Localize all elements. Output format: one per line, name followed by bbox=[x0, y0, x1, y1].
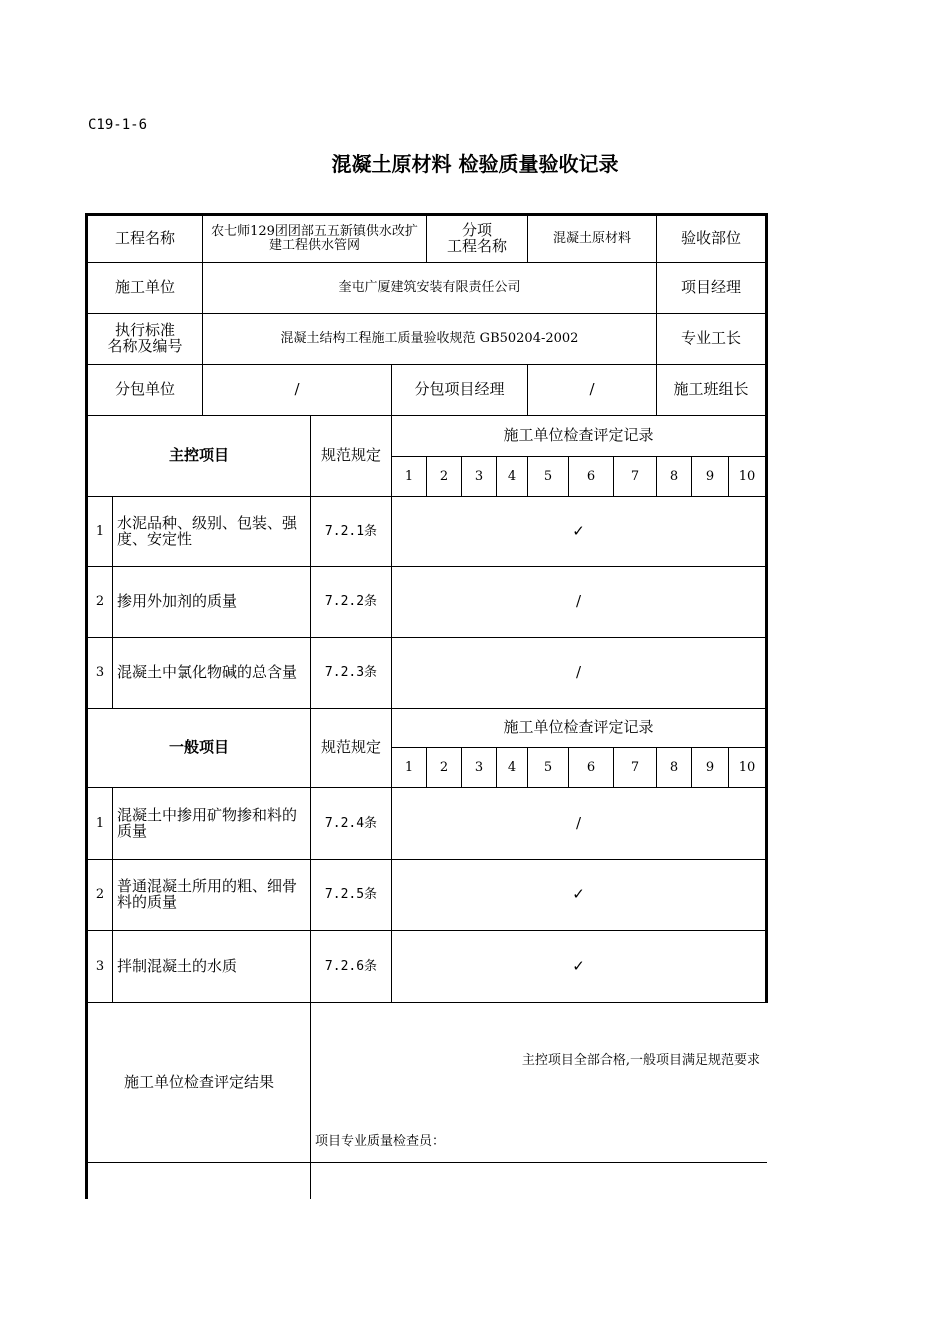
general-row-2-spec: 7.2.5条 bbox=[324, 887, 378, 903]
main-row-3-spec: 7.2.3条 bbox=[324, 665, 378, 681]
general-col-6: 6 bbox=[586, 759, 596, 775]
general-col-7: 7 bbox=[630, 759, 640, 775]
general-row-1-result: / bbox=[575, 813, 582, 832]
general-row-2-item: 普通混凝土所用的粗、细骨料的质量 bbox=[117, 877, 298, 911]
main-spec-label: 规范规定 bbox=[320, 446, 381, 465]
general-col-10: 10 bbox=[738, 759, 756, 775]
page-title: 混凝土原材料 检验质量验收记录 bbox=[331, 152, 619, 176]
main-row-2-item: 掺用外加剂的质量 bbox=[117, 592, 238, 611]
result-label: 施工单位检查评定结果 bbox=[123, 1072, 274, 1091]
main-col-3: 3 bbox=[474, 468, 484, 484]
general-col-1: 1 bbox=[404, 759, 414, 775]
contractor-label: 施工单位 bbox=[114, 278, 175, 297]
sub-project-label: 分项 工程名称 bbox=[446, 221, 507, 255]
sub-project-value: 混凝土原材料 bbox=[552, 231, 631, 247]
general-col-9: 9 bbox=[705, 759, 715, 775]
project-name-label: 工程名称 bbox=[114, 229, 175, 248]
main-items-label: 主控项目 bbox=[168, 446, 229, 465]
sub-pm-label: 分包项目经理 bbox=[414, 380, 505, 399]
general-col-3: 3 bbox=[474, 759, 484, 775]
result-conclusion: 主控项目全部合格,一般项目满足规范要求 bbox=[521, 1053, 760, 1069]
foreman-label: 专业工长 bbox=[680, 329, 741, 348]
subcontractor-label: 分包单位 bbox=[114, 380, 175, 399]
main-col-10: 10 bbox=[738, 468, 756, 484]
general-row-3-item: 拌制混凝土的水质 bbox=[117, 956, 238, 975]
main-record-label: 施工单位检查评定记录 bbox=[503, 426, 654, 445]
general-col-2: 2 bbox=[439, 759, 449, 775]
form-code: C19-1-6 bbox=[88, 117, 148, 133]
inspector-label: 项目专业质量检查员： bbox=[315, 1134, 446, 1150]
main-row-3-result: / bbox=[575, 663, 582, 682]
main-row-1-item: 水泥品种、级别、包装、强度、安定性 bbox=[117, 513, 298, 548]
general-row-1-spec: 7.2.4条 bbox=[324, 815, 378, 831]
general-items-label: 一般项目 bbox=[168, 738, 229, 757]
main-col-1: 1 bbox=[404, 468, 414, 484]
main-row-1-spec: 7.2.1条 bbox=[324, 523, 378, 539]
general-spec-label: 规范规定 bbox=[320, 738, 381, 757]
general-record-label: 施工单位检查评定记录 bbox=[503, 718, 654, 737]
general-row-1-item: 混凝土中掺用矿物掺和料的质量 bbox=[117, 805, 298, 840]
general-row-1-no: 1 bbox=[95, 815, 105, 831]
main-col-9: 9 bbox=[705, 468, 715, 484]
subcontractor-value: / bbox=[294, 380, 300, 399]
general-row-3-no: 3 bbox=[95, 958, 105, 974]
main-col-2: 2 bbox=[439, 468, 449, 484]
main-row-2-result: / bbox=[575, 592, 582, 611]
general-row-3-spec: 7.2.6条 bbox=[324, 958, 378, 974]
main-row-1-no: 1 bbox=[95, 523, 105, 539]
standard-value: 混凝土结构工程施工质量验收规范 GB50204-2002 bbox=[280, 331, 579, 347]
sub-pm-value: / bbox=[589, 380, 595, 399]
project-name-value: 农七师129团团部五五新镇供水改扩建工程供水管网 bbox=[211, 224, 418, 253]
main-col-8: 8 bbox=[669, 468, 679, 484]
main-row-1-result: ✓ bbox=[572, 521, 585, 540]
main-col-5: 5 bbox=[543, 468, 553, 484]
standard-label: 执行标准 名称及编号 bbox=[107, 321, 183, 355]
main-col-6: 6 bbox=[586, 468, 596, 484]
general-row-2-no: 2 bbox=[95, 887, 105, 903]
acceptance-part-label: 验收部位 bbox=[680, 229, 741, 248]
main-col-4: 4 bbox=[507, 468, 517, 484]
general-col-4: 4 bbox=[507, 759, 517, 775]
main-row-2-spec: 7.2.2条 bbox=[324, 594, 378, 610]
general-col-5: 5 bbox=[543, 759, 553, 775]
general-col-8: 8 bbox=[669, 759, 679, 775]
main-row-3-no: 3 bbox=[95, 665, 105, 681]
contractor-value: 奎屯广厦建筑安装有限责任公司 bbox=[338, 280, 521, 296]
project-manager-label: 项目经理 bbox=[680, 278, 741, 297]
main-row-3-item: 混凝土中氯化物碱的总含量 bbox=[117, 663, 298, 682]
general-row-3-result: ✓ bbox=[572, 956, 585, 975]
general-row-2-result: ✓ bbox=[572, 885, 585, 904]
team-leader-label: 施工班组长 bbox=[673, 380, 749, 399]
main-col-7: 7 bbox=[630, 468, 640, 484]
main-row-2-no: 2 bbox=[95, 594, 105, 610]
